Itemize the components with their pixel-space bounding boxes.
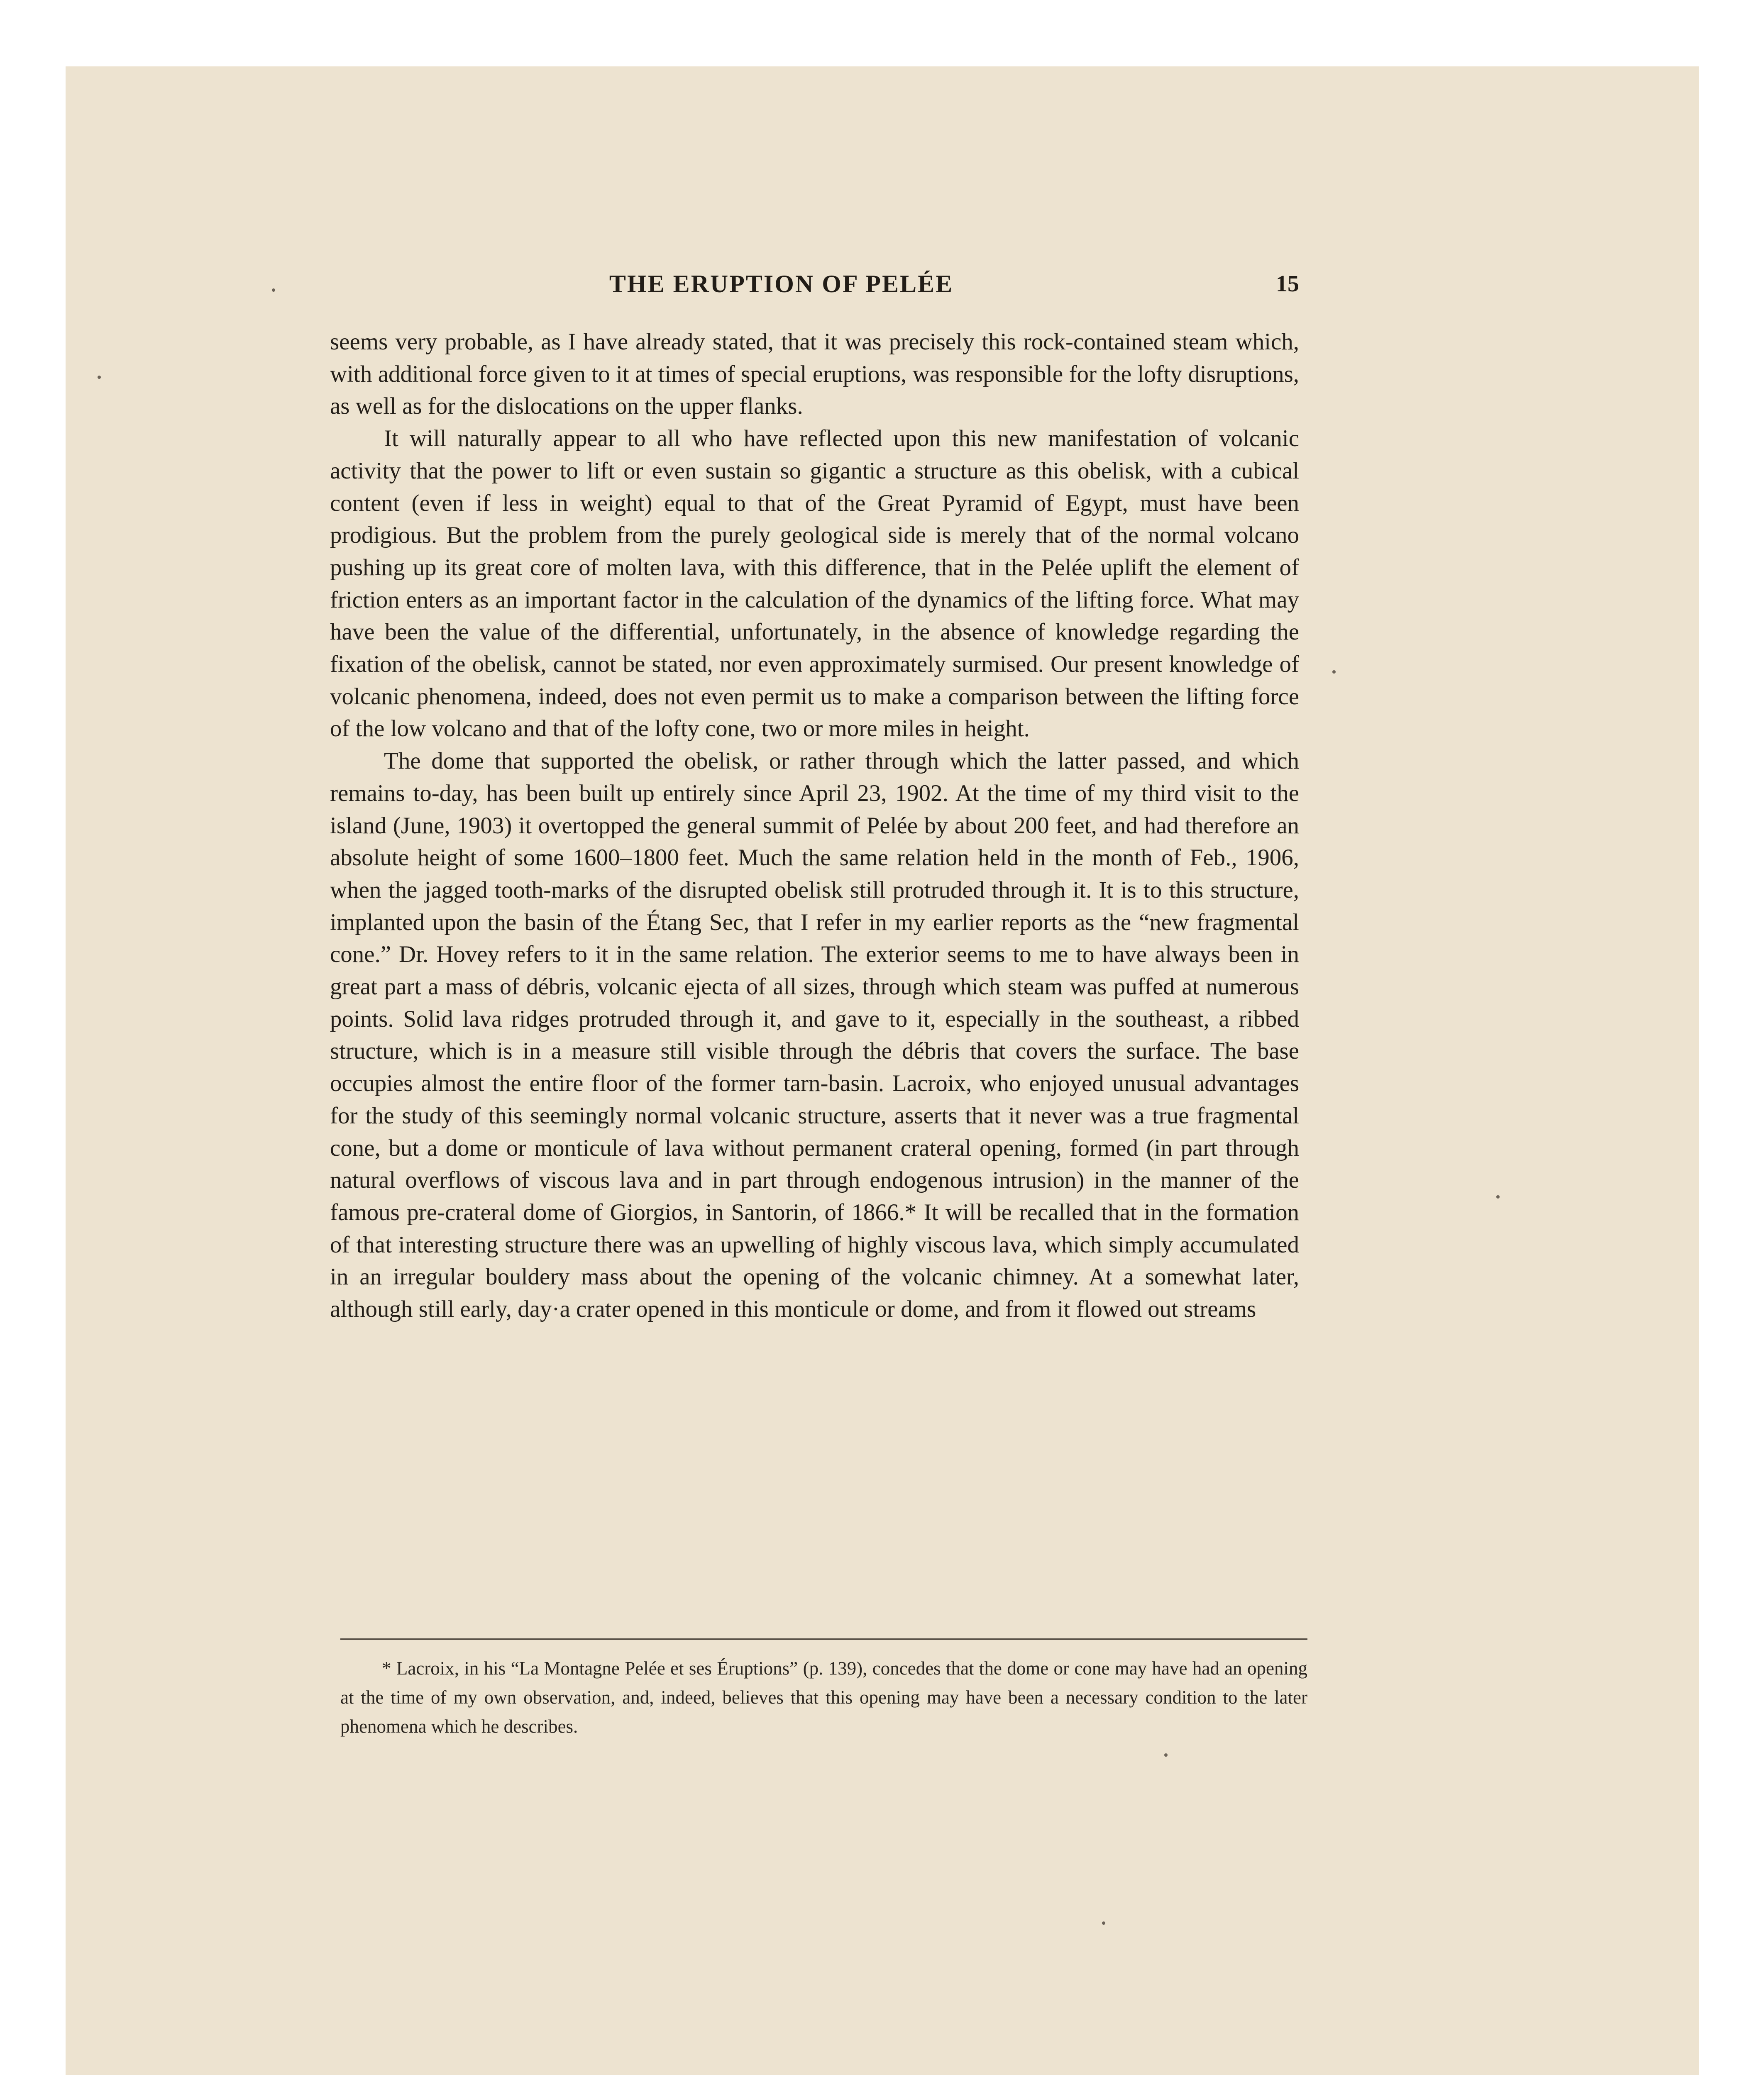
paragraph: It will naturally appear to all who have reflected upon this new manifestation of volcanic activity that the power to lift or even sustain so gigantic a structure as this obelisk, with a cubical content (even if less in weight) equal to that of the Great Pyramid of Egypt, must have been prodigious. But the problem from the purely geological side is merely that of the normal volcano pushing up its great core of molten lava, with this difference, that in the Pelée uplift the element of friction enters as an important factor in the calculation of the dynamics of the lifting force. What may have been the value of the differential, unfortunately, in the absence of knowledge regarding the fixation of the obelisk, cannot be stated, nor even approximately surmised. Our present knowledge of volcanic phenomena, indeed, does not even permit us to make a comparison between the lifting force of the low volcano and that of the lofty cone, two or more miles in height. — [330, 425, 1299, 742]
running-title: THE ERUPTION OF PELÉE — [609, 270, 954, 298]
scan-speck — [1164, 1753, 1168, 1757]
scan-speck — [98, 376, 101, 379]
page-number: 15 — [1276, 271, 1299, 297]
footnote — [340, 1654, 1307, 1741]
body-text — [330, 326, 1299, 1326]
paragraph: seems very probable, as I have already stated, that it was precisely this rock-contained steam which, with additional force given to it at times of special eruptions, was responsible for the lofty disruptions, as well as for the dislocations on the upper flanks. — [330, 329, 1299, 420]
footnote-text: * Lacroix, in his “La Montagne Pelée et ses Éruptions” (p. 139), concedes that the dome or cone may have had an opening at the time of my own observation, and, indeed, believes that this opening may have been a necessary condition to the later phenomena which he describes. — [340, 1658, 1307, 1737]
running-header — [264, 266, 1299, 303]
footnote-divider — [340, 1638, 1307, 1640]
paragraph: The dome that supported the obelisk, or rather through which the latter passed, and which remains to-day, has been built up entirely since April 23, 1902. At the time of my third visit to the island (June, 1903) it overtopped the general summit of Pelée by about 200 feet, and had therefore an absolute height of some 1600–1800 feet. Much the same relation held in the month of Feb., 1906, when the jagged tooth-marks of the disrupted obelisk still protruded through it. It is to this structure, implanted upon the basin of the Étang Sec, that I refer in my earlier reports as the “new fragmental cone.” Dr. Hovey refers to it in the same relation. The exterior seems to me to have always been in great part a mass of débris, volcanic ejecta of all sizes, through which steam was puffed at numerous points. Solid lava ridges protruded through it, and gave to it, especially in the southeast, a ribbed structure, which is in a measure still visible through the débris that covers the surface. The base occupies almost the entire floor of the former tarn-basin. Lacroix, who enjoyed unusual advantages for the study of this seemingly normal volcanic structure, asserts that it never was a true fragmental cone, but a dome or monticule of lava without permanent crateral opening, formed (in part through natural overflows of viscous lava and in part through endogenous intrusion) in the manner of the famous pre-crateral dome of Giorgios, in Santorin, of 1866.* It will be recalled that in the formation of that interesting structure there was an upwelling of highly viscous lava, which simply accumulated in an irregular bouldery mass about the opening of the volcanic chimney. At a somewhat later, although still early, day·a crater opened in this monticule or dome, and from it flowed out streams — [330, 748, 1299, 1323]
scan-speck — [1496, 1195, 1500, 1199]
scan-speck — [1332, 670, 1336, 674]
scan-speck — [1102, 1921, 1105, 1925]
